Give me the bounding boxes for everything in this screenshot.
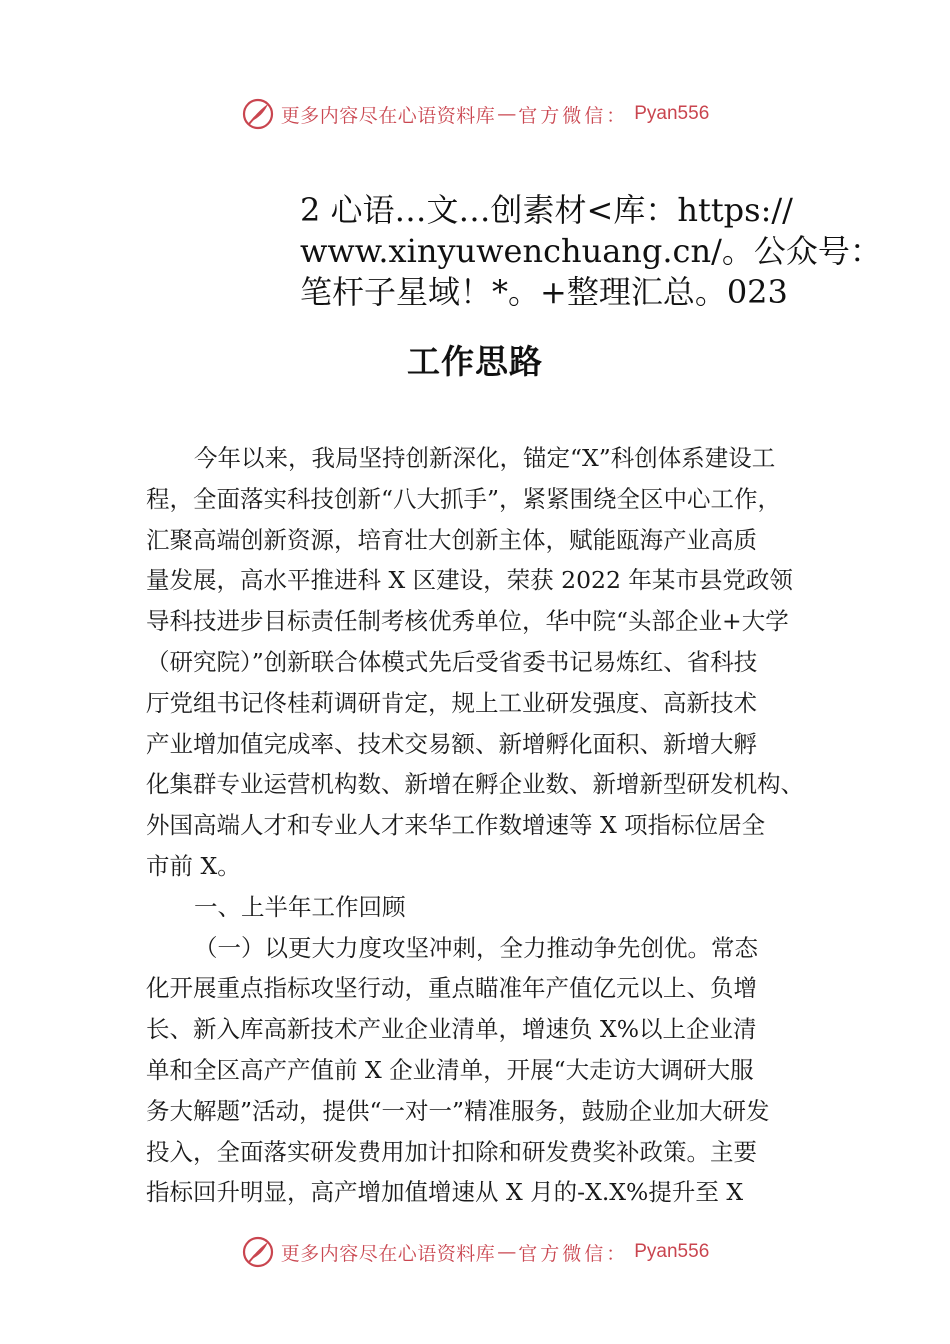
footer-watermark-banner [0, 1234, 950, 1270]
body-line: 汇聚高端创新资源，培育壮大创新主体，赋能瓯海产业高质 [146, 525, 757, 554]
body-line: 化集群专业运营机构数、新增在孵企业数、新增新型研发机构、 [146, 770, 804, 799]
body-line: 投入，全面落实研发费用加计扣除和研发费奖补政策。主要 [146, 1137, 757, 1166]
body-line: 外国高端人才和专业人才来华工作数增速等 X 项指标位居全 [146, 811, 766, 840]
banner-brand-text: 更多内容尽在心语资料库 [280, 104, 496, 127]
document-body [146, 438, 846, 1213]
body-line: 量发展，高水平推进科 X 区建设，荣获 2022 年某市县党政领 [146, 566, 793, 595]
source-header-line: 笔杆子星域！*。+整理汇总。023 [300, 273, 788, 311]
body-line: 化开展重点指标攻坚行动，重点瞄准年产值亿元以上、负增 [146, 974, 757, 1003]
banner-dash: — [497, 103, 517, 125]
header-watermark-banner [0, 96, 950, 132]
section-heading: 一、上半年工作回顾 [194, 892, 406, 921]
body-line: （研究院）”创新联合体模式先后受省委书记易炼红、省科技 [146, 647, 758, 676]
body-line: 程，全面落实科技创新“八大抓手”，紧紧围绕全区中心工作， [146, 484, 782, 513]
banner-wechat-label: 官方微信： [518, 104, 629, 127]
body-line: 产业增加值完成率、技术交易额、新增孵化面积、新增大孵 [146, 729, 757, 758]
body-line: 单和全区高产产值前 X 企业清单，开展“大走访大调研大服 [146, 1055, 754, 1084]
body-line: 今年以来，我局坚持创新深化，锚定“X”科创体系建设工 [194, 444, 776, 472]
body-line: 厅党组书记佟桂莉调研肯定，规上工业研发强度、高新技术 [146, 688, 757, 717]
body-line: 务大解题”活动，提供“一对一”精准服务，鼓励企业加大研发 [146, 1096, 770, 1125]
banner-wechat-id: Pyan556 [634, 103, 710, 124]
body-line: 指标回升明显，高产增加值增速从 X 月的-X.X%提升至 X [146, 1178, 744, 1207]
source-header-line: www.xinyuwenchuang.cn/。公众号： [300, 232, 882, 270]
source-header [300, 190, 882, 313]
banner-wechat-label: 官方微信： [518, 1242, 629, 1265]
body-line: 市前 X。 [146, 851, 241, 880]
feather-pen-icon [241, 1235, 275, 1269]
banner-dash: — [497, 1241, 517, 1263]
banner-wechat-id: Pyan556 [634, 1241, 710, 1262]
feather-pen-icon [241, 97, 275, 131]
document-title: 工作思路 [407, 342, 543, 381]
body-line: 导科技进步目标责任制考核优秀单位，华中院“头部企业+大学 [146, 607, 789, 636]
source-header-line: 2 心语…文…创素材<库：https:// [300, 191, 793, 229]
banner-brand-text: 更多内容尽在心语资料库 [280, 1242, 496, 1265]
body-line: 长、新入库高新技术产业企业清单，增速负 X%以上企业清 [146, 1015, 757, 1044]
body-line: （一）以更大力度攻坚冲刺，全力推动争先创优。常态 [194, 933, 758, 962]
